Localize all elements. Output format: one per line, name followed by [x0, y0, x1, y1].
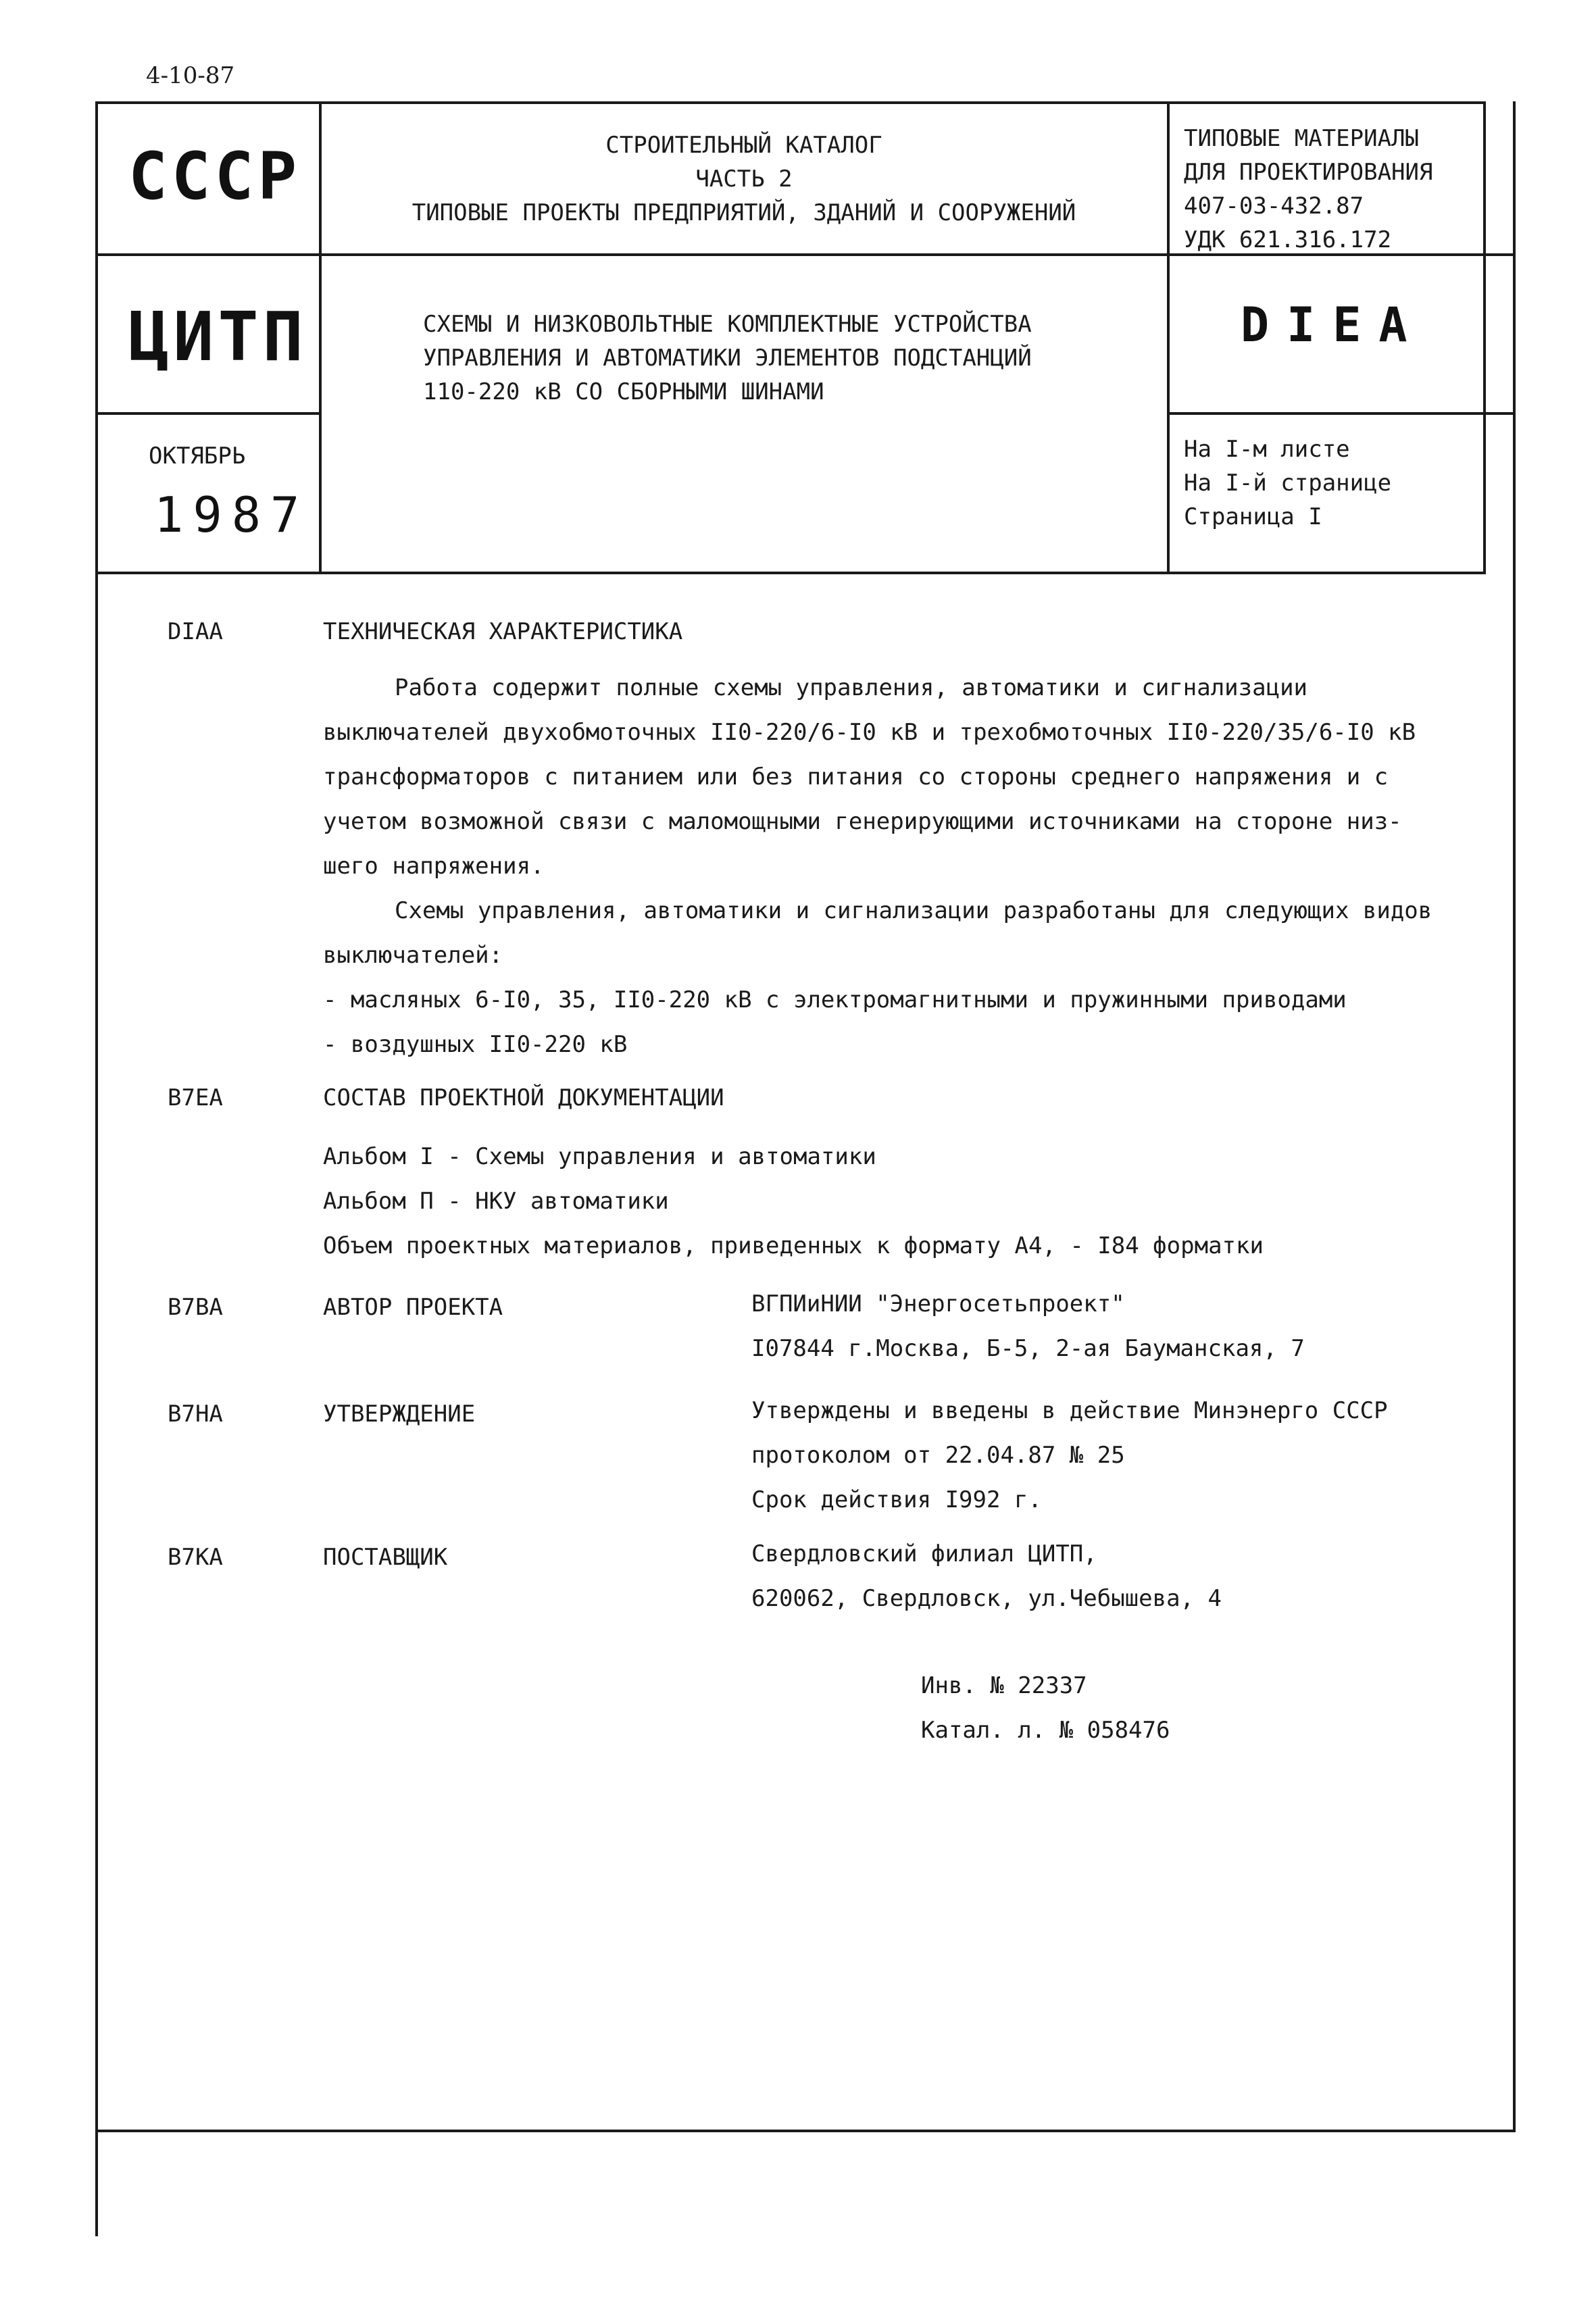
divider [1167, 101, 1170, 574]
divider [95, 412, 319, 415]
title-line: СХЕМЫ И НИЗКОВОЛЬТНЫЕ КОМПЛЕКТНЫЕ УСТРОЙСТВА [423, 311, 1032, 338]
materials-line: УДК 621.316.172 [1184, 226, 1392, 253]
citp-label: ЦИТП [128, 297, 307, 376]
author-block [751, 1282, 1305, 1371]
approval-block [751, 1388, 1388, 1522]
sheet-line: На I-м листе [1184, 436, 1350, 463]
section-code: B7KA [168, 1544, 223, 1571]
materials-line: 407-03-432.87 [1184, 193, 1364, 220]
text-line: Срок действия I992 г. [751, 1486, 1042, 1513]
page-border-bottom [95, 2130, 1516, 2132]
sheet-line: На I-й странице [1184, 470, 1392, 497]
supplier-block [751, 1532, 1222, 1621]
sheet-line: Страница I [1184, 503, 1322, 530]
text-line: Свердловский филиал ЦИТП, [751, 1540, 1097, 1567]
materials-line: ДЛЯ ПРОЕКТИРОВАНИЯ [1184, 159, 1433, 186]
inventory-number: Инв. № 22337 [921, 1672, 1087, 1699]
title-line: УПРАВЛЕНИЯ И АВТОМАТИКИ ЭЛЕМЕНТОВ ПОДСТАНЦИЙ [423, 345, 1032, 372]
text-line: I07844 г.Москва, Б-5, 2-ая Бауманская, 7 [751, 1335, 1305, 1362]
text-line: Работа содержит полные схемы управления, автоматики и сигнализации [395, 674, 1308, 701]
section-code: B7EA [168, 1084, 223, 1111]
ussr-label: СССР [128, 139, 301, 214]
text-line: выключателей: [323, 942, 503, 969]
text-line: протоколом от 22.04.87 № 25 [751, 1442, 1125, 1469]
text-line: Утверждены и введены в действие Минэнерго СССР [751, 1397, 1388, 1424]
section-title: АВТОР ПРОЕКТА [323, 1294, 503, 1321]
catalog-line: СТРОИТЕЛЬНЫЙ КАТАЛОГ [605, 132, 882, 159]
year-label: 1987 [154, 486, 309, 543]
text-line: Схемы управления, автоматики и сигнализации разработаны для следующих видов [395, 897, 1432, 924]
text-line: ВГПИиНИИ "Энергосетьпроект" [751, 1290, 1125, 1317]
section-code: B7HA [168, 1401, 223, 1428]
materials-line: ТИПОВЫЕ МАТЕРИАЛЫ [1184, 125, 1419, 152]
section-code: B7BA [168, 1294, 223, 1321]
page-border-right [1513, 101, 1516, 2132]
catalog-block [322, 128, 1166, 230]
corner-code: 4-10-87 [146, 62, 235, 89]
text-line: выключателей двухобмоточных II0-220/6-I0 кВ и трехобмоточных II0-220/35/6-I0 кВ [323, 719, 1416, 746]
materials-block [1184, 122, 1432, 257]
text-line: - масляных 6-I0, 35, II0-220 кВ с электромагнитными и пружинными приводами [323, 986, 1347, 1013]
divider [1167, 412, 1513, 415]
text-line: шего напряжения. [323, 853, 545, 880]
month-label: ОКТЯБРЬ [149, 443, 246, 470]
section-title: ТЕХНИЧЕСКАЯ ХАРАКТЕРИСТИКА [323, 618, 683, 645]
divider [95, 253, 319, 256]
sheet-block [1184, 432, 1391, 534]
class-code: DIEA [1241, 297, 1425, 353]
title-line: 110-220 кВ СО СБОРНЫМИ ШИНАМИ [423, 378, 824, 405]
section-title: УТВЕРЖДЕНИЕ [323, 1401, 476, 1428]
text-line: - воздушных II0-220 кВ [323, 1031, 628, 1058]
catalog-line: ТИПОВЫЕ ПРОЕКТЫ ПРЕДПРИЯТИЙ, ЗДАНИЙ И СООРУЖЕНИЙ [412, 199, 1076, 226]
catalog-sheet-number: Катал. л. № 058476 [921, 1717, 1170, 1744]
text-line: 620062, Свердловск, ул.Чебышева, 4 [751, 1585, 1222, 1612]
text-line: учетом возможной связи с маломощными генерирующими источниками на стороне низ- [323, 808, 1402, 835]
title-block [423, 307, 1032, 409]
text-line: Объем проектных материалов, приведенных к формату А4, - I84 форматки [323, 1232, 1264, 1259]
section-title: ПОСТАВЩИК [323, 1544, 448, 1571]
text-line: трансформаторов с питанием или без питания со стороны среднего напряжения и с [323, 763, 1389, 790]
text-line: Альбом П - НКУ автоматики [323, 1188, 669, 1215]
page-border-left [95, 574, 98, 2236]
text-line: Альбом I - Схемы управления и автоматики [323, 1143, 876, 1170]
section-title: СОСТАВ ПРОЕКТНОЙ ДОКУМЕНТАЦИИ [323, 1084, 724, 1111]
catalog-line: ЧАСТЬ 2 [695, 166, 793, 193]
section-code: DIAA [168, 618, 223, 645]
